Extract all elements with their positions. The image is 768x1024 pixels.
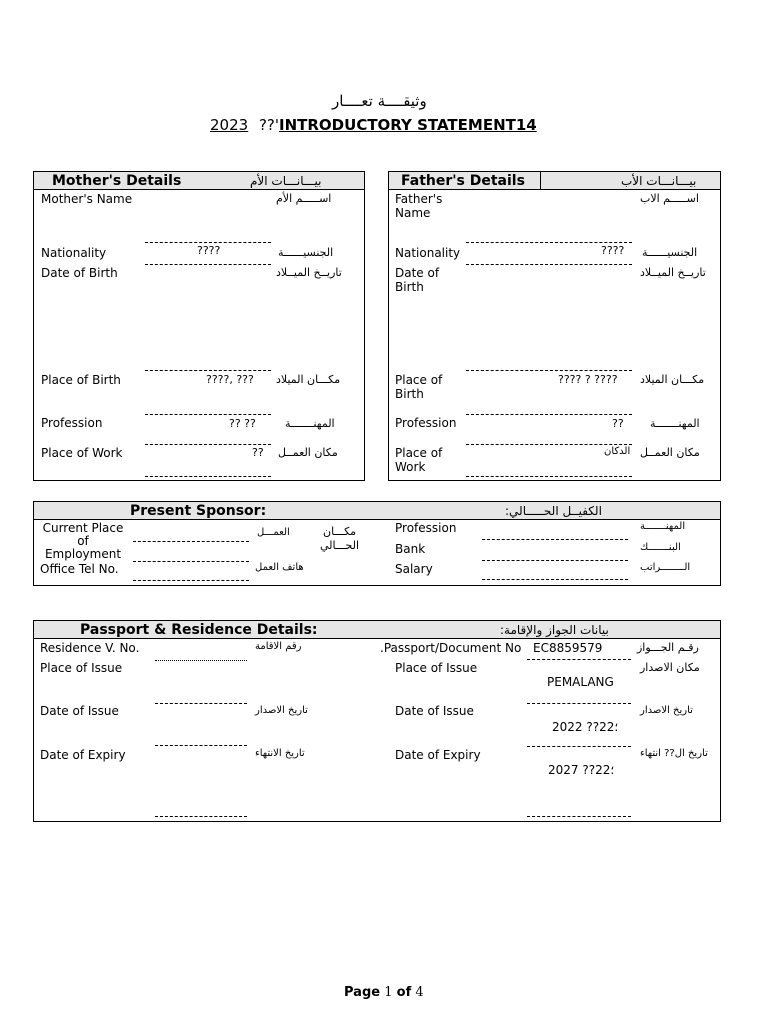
- sponsor-employment-label-1: Current Place: [42, 521, 124, 535]
- residence-line: [155, 660, 247, 661]
- father-profession-label: Profession: [395, 416, 457, 430]
- r-expiry-label-ar: تاريخ ال?? انتهاء: [640, 748, 708, 759]
- residence-label-ar: رقم الاقامة: [255, 641, 302, 652]
- mother-dob-label: Date of Birth: [41, 266, 118, 280]
- residence-label: Residence V. No.: [40, 641, 140, 655]
- r-expiry-value: 2027 ??؛22: [548, 763, 615, 777]
- mother-work-value: ??: [252, 446, 264, 459]
- mother-header-en: Mother's Details: [52, 173, 182, 189]
- r-issue-date-line: [527, 703, 631, 704]
- r-issue-place-label-ar: مكان الاصدار: [640, 661, 700, 674]
- r-expiry-label: Date of Expiry: [395, 748, 481, 762]
- father-work-line-2: [466, 476, 632, 477]
- father-pob-line: [466, 370, 632, 371]
- mother-nationality-value: ????: [197, 244, 221, 257]
- expiry-label-ar: تاريخ الانتهاء: [255, 748, 305, 759]
- father-name-label: [395, 192, 442, 220]
- mother-nationality-label-ar: الجنسيــــــة: [278, 246, 334, 259]
- father-header-ar: بيـــانـــات الأب: [621, 174, 697, 188]
- mother-profession-value: ?? ??: [229, 417, 256, 430]
- sponsor-profession-line: [482, 539, 628, 540]
- father-name-label-2: Name: [395, 206, 431, 220]
- sponsor-place-ar: [320, 525, 359, 553]
- issue-place-label: Place of Issue: [40, 661, 123, 675]
- mother-profession-label: Profession: [41, 416, 103, 430]
- father-work-label-1: Place of: [395, 446, 443, 460]
- father-nationality-label: Nationality: [395, 246, 461, 260]
- passport-bottom-line-left: [155, 816, 247, 817]
- page-of-label: of: [396, 985, 412, 1000]
- father-profession-value: ??: [612, 417, 624, 430]
- r-issue-date-value: 2022 ??؛22: [552, 720, 619, 734]
- mother-dob-line: [145, 264, 271, 265]
- mother-nationality-label: Nationality: [41, 246, 107, 260]
- sponsor-employment-line: [133, 541, 249, 542]
- doc-no-label: .Passport/Document No: [380, 641, 522, 655]
- sponsor-bank-line: [482, 560, 628, 561]
- mother-work-line-2: [145, 476, 271, 477]
- sponsor-employment-label-3: Employment: [44, 547, 122, 561]
- father-profession-label-ar: المهنـــــــة: [650, 417, 700, 430]
- page-footer: [344, 985, 424, 1000]
- sponsor-tel-label: Office Tel No.: [40, 562, 119, 576]
- father-pob-label: [395, 373, 442, 401]
- page-number: 1: [384, 985, 393, 1000]
- mother-pob-label-ar: مكـــان الميلاد: [276, 373, 341, 386]
- father-name-label-1: Father's: [395, 192, 443, 206]
- sponsor-profession-label: Profession: [395, 521, 457, 535]
- father-dob-label-2: Birth: [395, 280, 424, 294]
- sponsor-salary-label-ar: الــــــــراتب: [640, 562, 691, 573]
- title-line: [210, 116, 537, 134]
- father-nationality-value: ????: [601, 244, 625, 257]
- doc-no-line: [527, 659, 631, 660]
- mother-work-line: [145, 444, 271, 445]
- mother-work-label: Place of Work: [41, 446, 123, 460]
- father-dob-label-ar: تاريــخ الميــلاد: [640, 266, 706, 279]
- father-work-line: [466, 444, 632, 445]
- sponsor-employment-label: [40, 522, 126, 561]
- doc-no-label-ar: رقـم الجـــواز: [637, 641, 699, 654]
- mother-pob-line: [145, 370, 271, 371]
- mother-profession-line: [145, 414, 271, 415]
- sponsor-header-ar: الكفيــل الحـــــالي:: [505, 504, 602, 518]
- expiry-line: [155, 745, 247, 746]
- title-qm: ??': [258, 116, 280, 134]
- father-pob-value: ???? ? ????: [558, 373, 618, 386]
- page-total: 4: [415, 985, 424, 1000]
- father-name-label-ar: اســـــم الاب: [640, 192, 699, 205]
- r-expiry-line: [527, 746, 631, 747]
- father-nationality-line: [466, 242, 632, 243]
- sponsor-bank-label-ar: البنـــــــك: [640, 542, 681, 553]
- mother-details-section: [33, 171, 365, 481]
- sponsor-salary-label: Salary: [395, 562, 433, 576]
- issue-date-label: Date of Issue: [40, 704, 119, 718]
- sponsor-employment-line-2: [133, 561, 249, 562]
- father-header-divider: [540, 172, 541, 190]
- r-issue-date-label: Date of Issue: [395, 704, 474, 718]
- sponsor-tel-label-ar: هاتف العمل: [255, 562, 304, 573]
- sponsor-bank-label: Bank: [395, 542, 426, 556]
- issue-date-line: [155, 703, 247, 704]
- father-dob-label-1: Date of: [395, 266, 440, 280]
- father-work-value: الدكان: [604, 446, 631, 457]
- title-year: 2023: [210, 116, 249, 134]
- expiry-label: Date of Expiry: [40, 748, 126, 762]
- r-issue-date-label-ar: تاريخ الاصدار: [640, 705, 693, 716]
- title-arabic: وثيقــــة تعــــار: [332, 92, 427, 110]
- mother-header-ar: بيـــانـــات الأم: [250, 174, 322, 188]
- sponsor-work-ar: العمـــل: [257, 527, 290, 538]
- sponsor-salary-line: [482, 579, 628, 580]
- father-work-label-2: Work: [395, 460, 426, 474]
- sponsor-employment-label-2: of: [77, 534, 89, 548]
- father-work-label-ar: مكان العمــل: [640, 446, 700, 459]
- mother-pob-label: Place of Birth: [41, 373, 121, 387]
- father-profession-line: [466, 414, 632, 415]
- father-pob-label-ar: مكـــان الميلاد: [640, 373, 705, 386]
- doc-no-value: EC8859579: [533, 641, 603, 655]
- page-label: Page: [344, 985, 381, 1000]
- father-dob-label: [395, 266, 439, 294]
- father-pob-label-1: Place of: [395, 373, 443, 387]
- r-issue-place-label: Place of Issue: [395, 661, 478, 675]
- sponsor-profession-label-ar: المهنـــــــة: [640, 521, 686, 532]
- sponsor-place-ar-2: الحـــالي: [320, 539, 360, 552]
- mother-pob-value: ????, ???: [206, 373, 254, 386]
- sponsor-header-en: Present Sponsor:: [130, 503, 267, 519]
- passport-header-ar: بيانات الجواز والإقامة:: [500, 623, 609, 637]
- mother-nationality-line: [145, 242, 271, 243]
- mother-profession-label-ar: المهنـــــــة: [285, 417, 335, 430]
- father-dob-line: [466, 264, 632, 265]
- father-nationality-label-ar: الجنسيــــــة: [642, 246, 698, 259]
- father-pob-label-2: Birth: [395, 387, 424, 401]
- father-work-label: [395, 446, 442, 474]
- mother-name-label-ar: اســـــم الأم: [276, 192, 332, 205]
- sponsor-tel-line: [133, 580, 249, 581]
- r-issue-place-value: PEMALANG: [547, 675, 614, 689]
- mother-work-label-ar: مكان العمــل: [278, 446, 338, 459]
- passport-bottom-line-right: [527, 816, 631, 817]
- mother-name-label: Mother's Name: [41, 192, 133, 206]
- passport-header-en: Passport & Residence Details:: [80, 622, 318, 638]
- title-statement: INTRODUCTORY STATEMENT14: [279, 116, 537, 134]
- issue-date-label-ar: تاريخ الاصدار: [255, 705, 308, 716]
- sponsor-place-ar-1: مكـــان: [322, 525, 357, 538]
- mother-dob-label-ar: تاريــخ الميــلاد: [276, 266, 342, 279]
- father-header-en: Father's Details: [401, 173, 525, 189]
